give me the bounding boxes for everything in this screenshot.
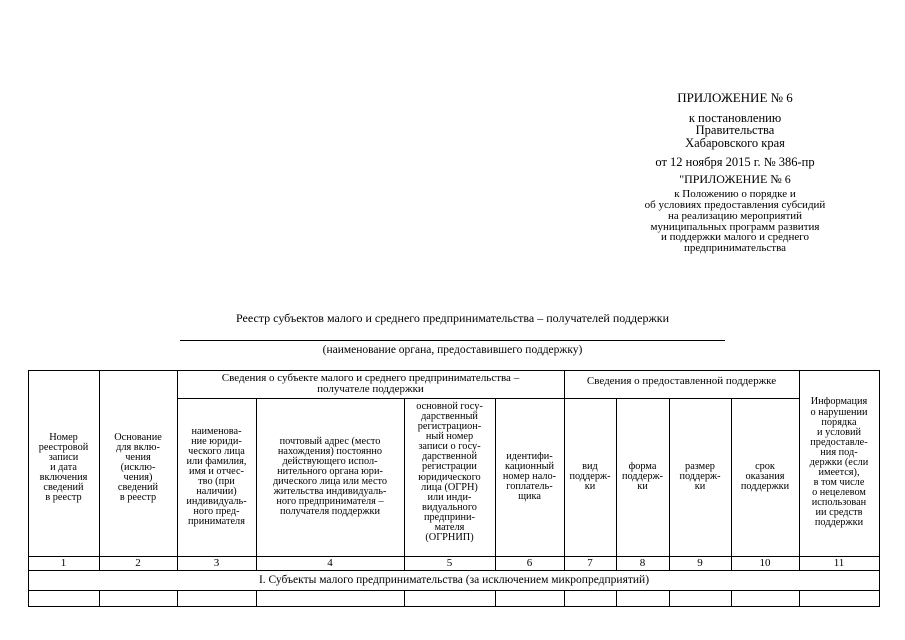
column-number: 10 [759, 557, 771, 569]
column-divider [404, 590, 405, 607]
header-line: получателя поддержки [279, 506, 380, 518]
header-support-form [616, 398, 669, 556]
header-support-term [731, 398, 799, 556]
regulation-line: и поддержки малого и среднего [660, 231, 810, 244]
header-line: наличии) [196, 486, 237, 498]
header-line: ного предпринимателя – [276, 496, 384, 508]
decree-line: Правительства [695, 123, 775, 138]
column-number: 6 [526, 557, 533, 569]
header-line: предоставле- [810, 436, 868, 448]
header-line: идентифи- [506, 450, 553, 462]
header-line: ии средств [815, 507, 863, 519]
header-line: в реестр [45, 492, 82, 504]
header-line: оказания [745, 470, 785, 482]
header-line: регистрации [422, 461, 477, 473]
header-line: о нарушении [810, 406, 868, 418]
header-line: в том числе [813, 477, 865, 489]
header-line: кационный [504, 460, 555, 472]
header-line: сведений [117, 482, 159, 494]
header-line: почтовый адрес (место [279, 435, 381, 447]
registry-title: Реестр субъектов малого и среднего предпринимательства – получателей поддержки [235, 311, 669, 325]
header-line: размер [685, 460, 715, 472]
column-number: 2 [135, 557, 141, 569]
header-violation-info [799, 370, 879, 556]
header-line: имя и отчес- [189, 465, 244, 477]
header-line: ния под- [820, 446, 858, 458]
header-line: Основание [114, 431, 162, 443]
column-divider [669, 590, 670, 607]
header-line: лица (ОГРН) [421, 481, 478, 493]
header-line: ние юриди- [191, 435, 242, 447]
column-divider [731, 590, 732, 607]
header-line: предприни- [424, 511, 475, 523]
header-support-size [669, 398, 731, 556]
column-divider [256, 590, 257, 607]
header-line: дического лица или место [272, 476, 388, 487]
column-divider [495, 590, 496, 607]
column-number: 1 [60, 557, 67, 569]
header-line: регистрацион- [417, 421, 482, 433]
header-line: номер нало- [502, 470, 557, 482]
header-line: ки [584, 481, 596, 493]
header-line: реестровой [38, 441, 89, 453]
column-divider [564, 590, 565, 607]
column-number: 9 [697, 557, 703, 569]
header-line: сведений [43, 482, 84, 494]
header-line: поддерж- [621, 470, 664, 482]
header-line: поддерж- [679, 470, 721, 482]
column-divider [99, 590, 100, 607]
header-line: в реестр [119, 492, 157, 504]
decree-date: от 12 ноября 2015 г. № 386-пр [655, 154, 815, 169]
column-divider [799, 590, 800, 607]
header-line: Информация [810, 396, 868, 408]
header-line: о нецелевом [812, 487, 866, 499]
header-line: форма [628, 460, 657, 472]
header-line: (исклю- [120, 461, 156, 473]
regulation-line: предпринимательства [683, 242, 787, 255]
regulation-reference [610, 189, 860, 254]
column-number: 5 [446, 557, 453, 569]
table-rule [28, 556, 880, 557]
appendix-header [610, 91, 860, 254]
header-support-type [564, 398, 616, 556]
header-line: и условий [817, 426, 861, 438]
decree-line: к постановлению [688, 111, 782, 125]
header-line: или фамилия, [186, 455, 247, 467]
header-line: ки [637, 481, 648, 493]
header-line: нительного органа юри- [277, 465, 383, 477]
header-line: или инди- [427, 491, 472, 503]
header-line: использован [811, 497, 867, 509]
column-divider [177, 590, 178, 607]
regulation-line: об условиях предоставления субсидий [644, 199, 826, 212]
header-registry-number [28, 370, 99, 556]
header-line: записи о госу- [418, 441, 481, 453]
header-line: мателя [434, 521, 465, 533]
header-line: поддержки [814, 517, 864, 529]
header-line: юридического [418, 471, 481, 483]
group-header-line: Сведения о предоставленной поддержке [586, 375, 777, 387]
table-rule [28, 590, 880, 591]
group-header-line: Сведения о субъекте малого и среднего предпринимательства – [221, 372, 520, 384]
header-line: для вклю- [116, 441, 160, 453]
header-line: порядка [821, 416, 857, 428]
header-line: Номер [49, 431, 78, 443]
header-line: основной госу- [416, 401, 483, 412]
header-line: включения [39, 472, 88, 484]
header-line: наименова- [191, 425, 242, 437]
header-line: жительства индивидуаль- [273, 486, 387, 498]
header-line: индивидуаль- [186, 496, 247, 508]
column-number: 11 [833, 557, 845, 569]
header-line: и дата [50, 461, 77, 473]
header-line: держки (если [809, 456, 869, 468]
group-header-line: получателе поддержки [317, 382, 424, 395]
organ-name-underline [180, 340, 725, 341]
header-line: видуального [422, 501, 477, 513]
quoted-appendix-title: "ПРИЛОЖЕНИЕ № 6 [679, 172, 791, 187]
header-address [256, 398, 404, 556]
appendix-title: ПРИЛОЖЕНИЕ № 6 [677, 90, 793, 105]
section-heading: I. Субъекты малого предпринимательства (за исключением микропредприятий) [258, 573, 650, 586]
header-inn [495, 398, 564, 556]
header-line: принимателя [188, 516, 245, 528]
header-line: поддерж- [569, 470, 611, 482]
group-header-subject [177, 370, 564, 398]
header-line: поддержки [740, 481, 790, 493]
decree-line: Хабаровского края [685, 135, 785, 150]
header-line: (ОГРНИП) [425, 532, 474, 544]
header-line: ного пред- [193, 506, 240, 518]
regulation-line: на реализацию мероприятий [667, 209, 803, 222]
header-line: дарственной [421, 451, 478, 463]
regulation-line: к Положению о порядке и [674, 188, 796, 201]
header-line: вид [582, 460, 598, 472]
header-basis [99, 370, 177, 556]
column-number: 7 [587, 557, 593, 569]
header-line: записи [48, 451, 79, 463]
header-line: ческого лица [188, 445, 245, 457]
header-line: ки [694, 481, 706, 493]
header-line: имеется), [818, 467, 860, 479]
column-number: 4 [327, 557, 333, 569]
header-line: чения) [123, 472, 153, 484]
group-header-support [564, 370, 799, 398]
header-name [177, 398, 256, 556]
decree-reference [610, 112, 860, 149]
header-line: дарственный [421, 411, 478, 423]
header-line: действующего испол- [282, 455, 378, 467]
header-line: нахождения) постоянно [277, 445, 383, 457]
header-line: ный номер [425, 431, 474, 443]
header-line: гоплатель- [506, 481, 553, 493]
regulation-line: муниципальных программ развития [650, 220, 820, 233]
table-border-bottom [28, 606, 880, 607]
header-line: чения [125, 451, 151, 463]
header-line: тво (при [198, 476, 235, 487]
header-line: срок [755, 460, 775, 472]
organ-caption: (наименование органа, предоставившего поддержку) [322, 344, 583, 356]
header-ogrn [404, 398, 495, 556]
header-line: щика [518, 491, 541, 503]
column-number: 8 [639, 557, 646, 569]
column-number: 3 [213, 557, 220, 569]
column-divider [616, 590, 617, 607]
